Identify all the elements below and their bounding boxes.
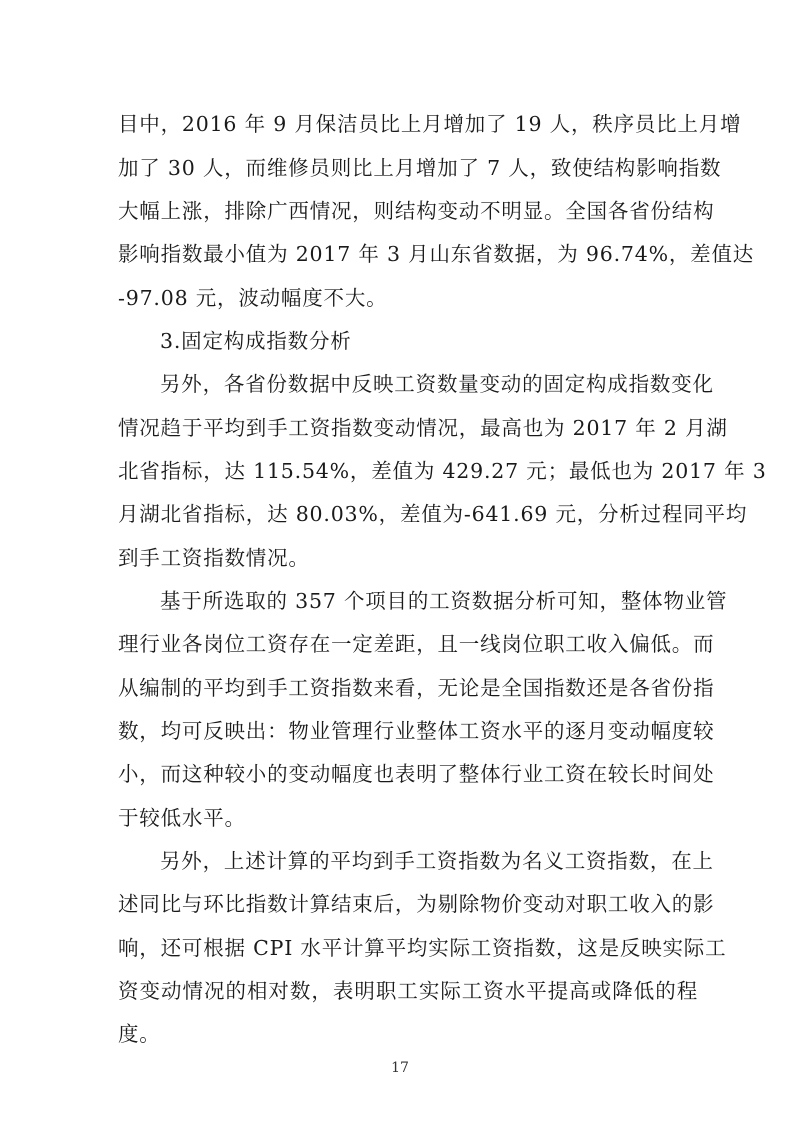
body-text-line: 情况趋于平均到手工资指数变动情况，最高也为 2017 年 2 月湖 [118,416,728,440]
body-text-line: 度。 [118,1022,161,1046]
body-text-line: 述同比与环比指数计算结束后，为剔除物价变动对职工收入的影 [118,892,715,916]
body-text-line: 理行业各岗位工资存在一定差距，且一线岗位职工收入偏低。而 [118,632,715,656]
page-number: 17 [391,1060,409,1076]
body-text-line: 目中，2016 年 9 月保洁员比上月增加了 19 人，秩序员比上月增 [118,112,742,136]
body-text-line: 小，而这种较小的变动幅度也表明了整体行业工资在较长时间处 [118,762,715,786]
body-text-line: 到手工资指数情况。 [118,546,310,570]
body-text-line: 北省指标，达 115.54%，差值为 429.27 元；最低也为 2017 年 3 [118,459,767,483]
body-text-line: 从编制的平均到手工资指数来看，无论是全国指数还是各省份指 [118,676,715,700]
body-text-line: 响，还可根据 CPI 水平计算平均实际工资指数，这是反映实际工 [118,936,727,960]
body-text-line: 数，均可反映出：物业管理行业整体工资水平的逐月变动幅度较 [118,719,715,743]
body-text-line: 资变动情况的相对数，表明职工实际工资水平提高或降低的程 [118,979,698,1003]
body-text-line: 月湖北省指标，达 80.03%，差值为-641.69 元，分析过程同平均 [118,502,748,526]
body-text-line: -97.08 元，波动幅度不大。 [118,286,388,310]
body-text-line: 于较低水平。 [118,806,246,830]
body-text-line: 加了 30 人，而维修员则比上月增加了 7 人，致使结构影响指数 [118,156,722,180]
body-text-line: 另外，上述计算的平均到手工资指数为名义工资指数，在上 [160,849,714,873]
body-text-line: 影响指数最小值为 2017 年 3 月山东省数据，为 96.74%，差值达 [118,242,755,266]
body-text-line: 大幅上涨，排除广西情况，则结构变动不明显。全国各省份结构 [118,199,715,223]
section-heading: 3.固定构成指数分析 [160,329,352,353]
body-text-line: 另外，各省份数据中反映工资数量变动的固定构成指数变化 [160,372,714,396]
body-text-line: 基于所选取的 357 个项目的工资数据分析可知，整体物业管 [160,589,728,613]
